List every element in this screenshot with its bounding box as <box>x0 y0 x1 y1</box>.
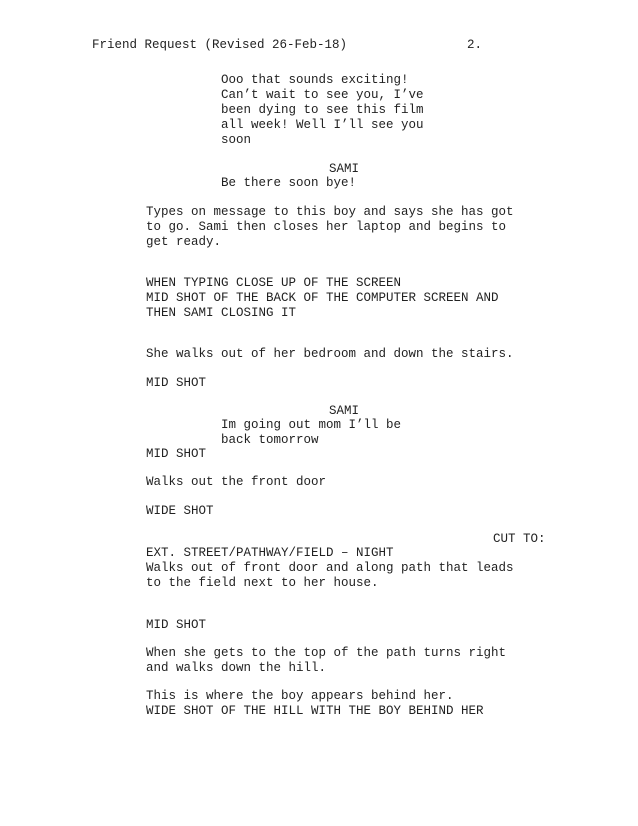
shot-note: WHEN TYPING CLOSE UP OF THE SCREEN <box>146 276 402 290</box>
scene-heading: EXT. STREET/PATHWAY/FIELD – NIGHT <box>146 546 394 560</box>
shot-note: THEN SAMI CLOSING IT <box>146 306 297 320</box>
action-line: Walks out of front door and along path that leads <box>146 561 514 575</box>
character-name: SAMI <box>329 162 360 176</box>
action-line: She walks out of her bedroom and down the stairs. <box>146 347 514 361</box>
action-line: Types on message to this boy and says she has got <box>146 205 514 219</box>
action-line: and walks down the hill. <box>146 661 327 675</box>
action-line: When she gets to the top of the path turns right <box>146 646 507 660</box>
action-line: to go. Sami then closes her laptop and begins to <box>146 220 507 234</box>
dialogue-line: Ooo that sounds exciting! <box>221 73 409 87</box>
dialogue-line: all week! Well I’ll see you <box>221 118 424 132</box>
dialogue-line: soon <box>221 133 252 147</box>
shot-note: MID SHOT OF THE BACK OF THE COMPUTER SCREEN AND <box>146 291 499 305</box>
character-name: SAMI <box>329 404 360 418</box>
dialogue-line: been dying to see this film <box>221 103 424 117</box>
shot-note: MID SHOT <box>146 618 207 632</box>
dialogue-line: back tomorrow <box>221 433 319 447</box>
dialogue-line: Can’t wait to see you, I’ve <box>221 88 424 102</box>
script-title: Friend Request (Revised 26-Feb-18) <box>92 38 348 52</box>
action-line: to the field next to her house. <box>146 576 379 590</box>
shot-note: WIDE SHOT OF THE HILL WITH THE BOY BEHIND HER <box>146 704 484 718</box>
shot-note: MID SHOT <box>146 447 207 461</box>
page-number: 2. <box>467 38 483 52</box>
action-line: get ready. <box>146 235 222 249</box>
dialogue-line: Be there soon bye! <box>221 176 357 190</box>
transition: CUT TO: <box>493 532 546 546</box>
action-line: Walks out the front door <box>146 475 327 489</box>
action-line: This is where the boy appears behind her. <box>146 689 454 703</box>
shot-note: MID SHOT <box>146 376 207 390</box>
dialogue-line: Im going out mom I’ll be <box>221 418 402 432</box>
shot-note: WIDE SHOT <box>146 504 214 518</box>
